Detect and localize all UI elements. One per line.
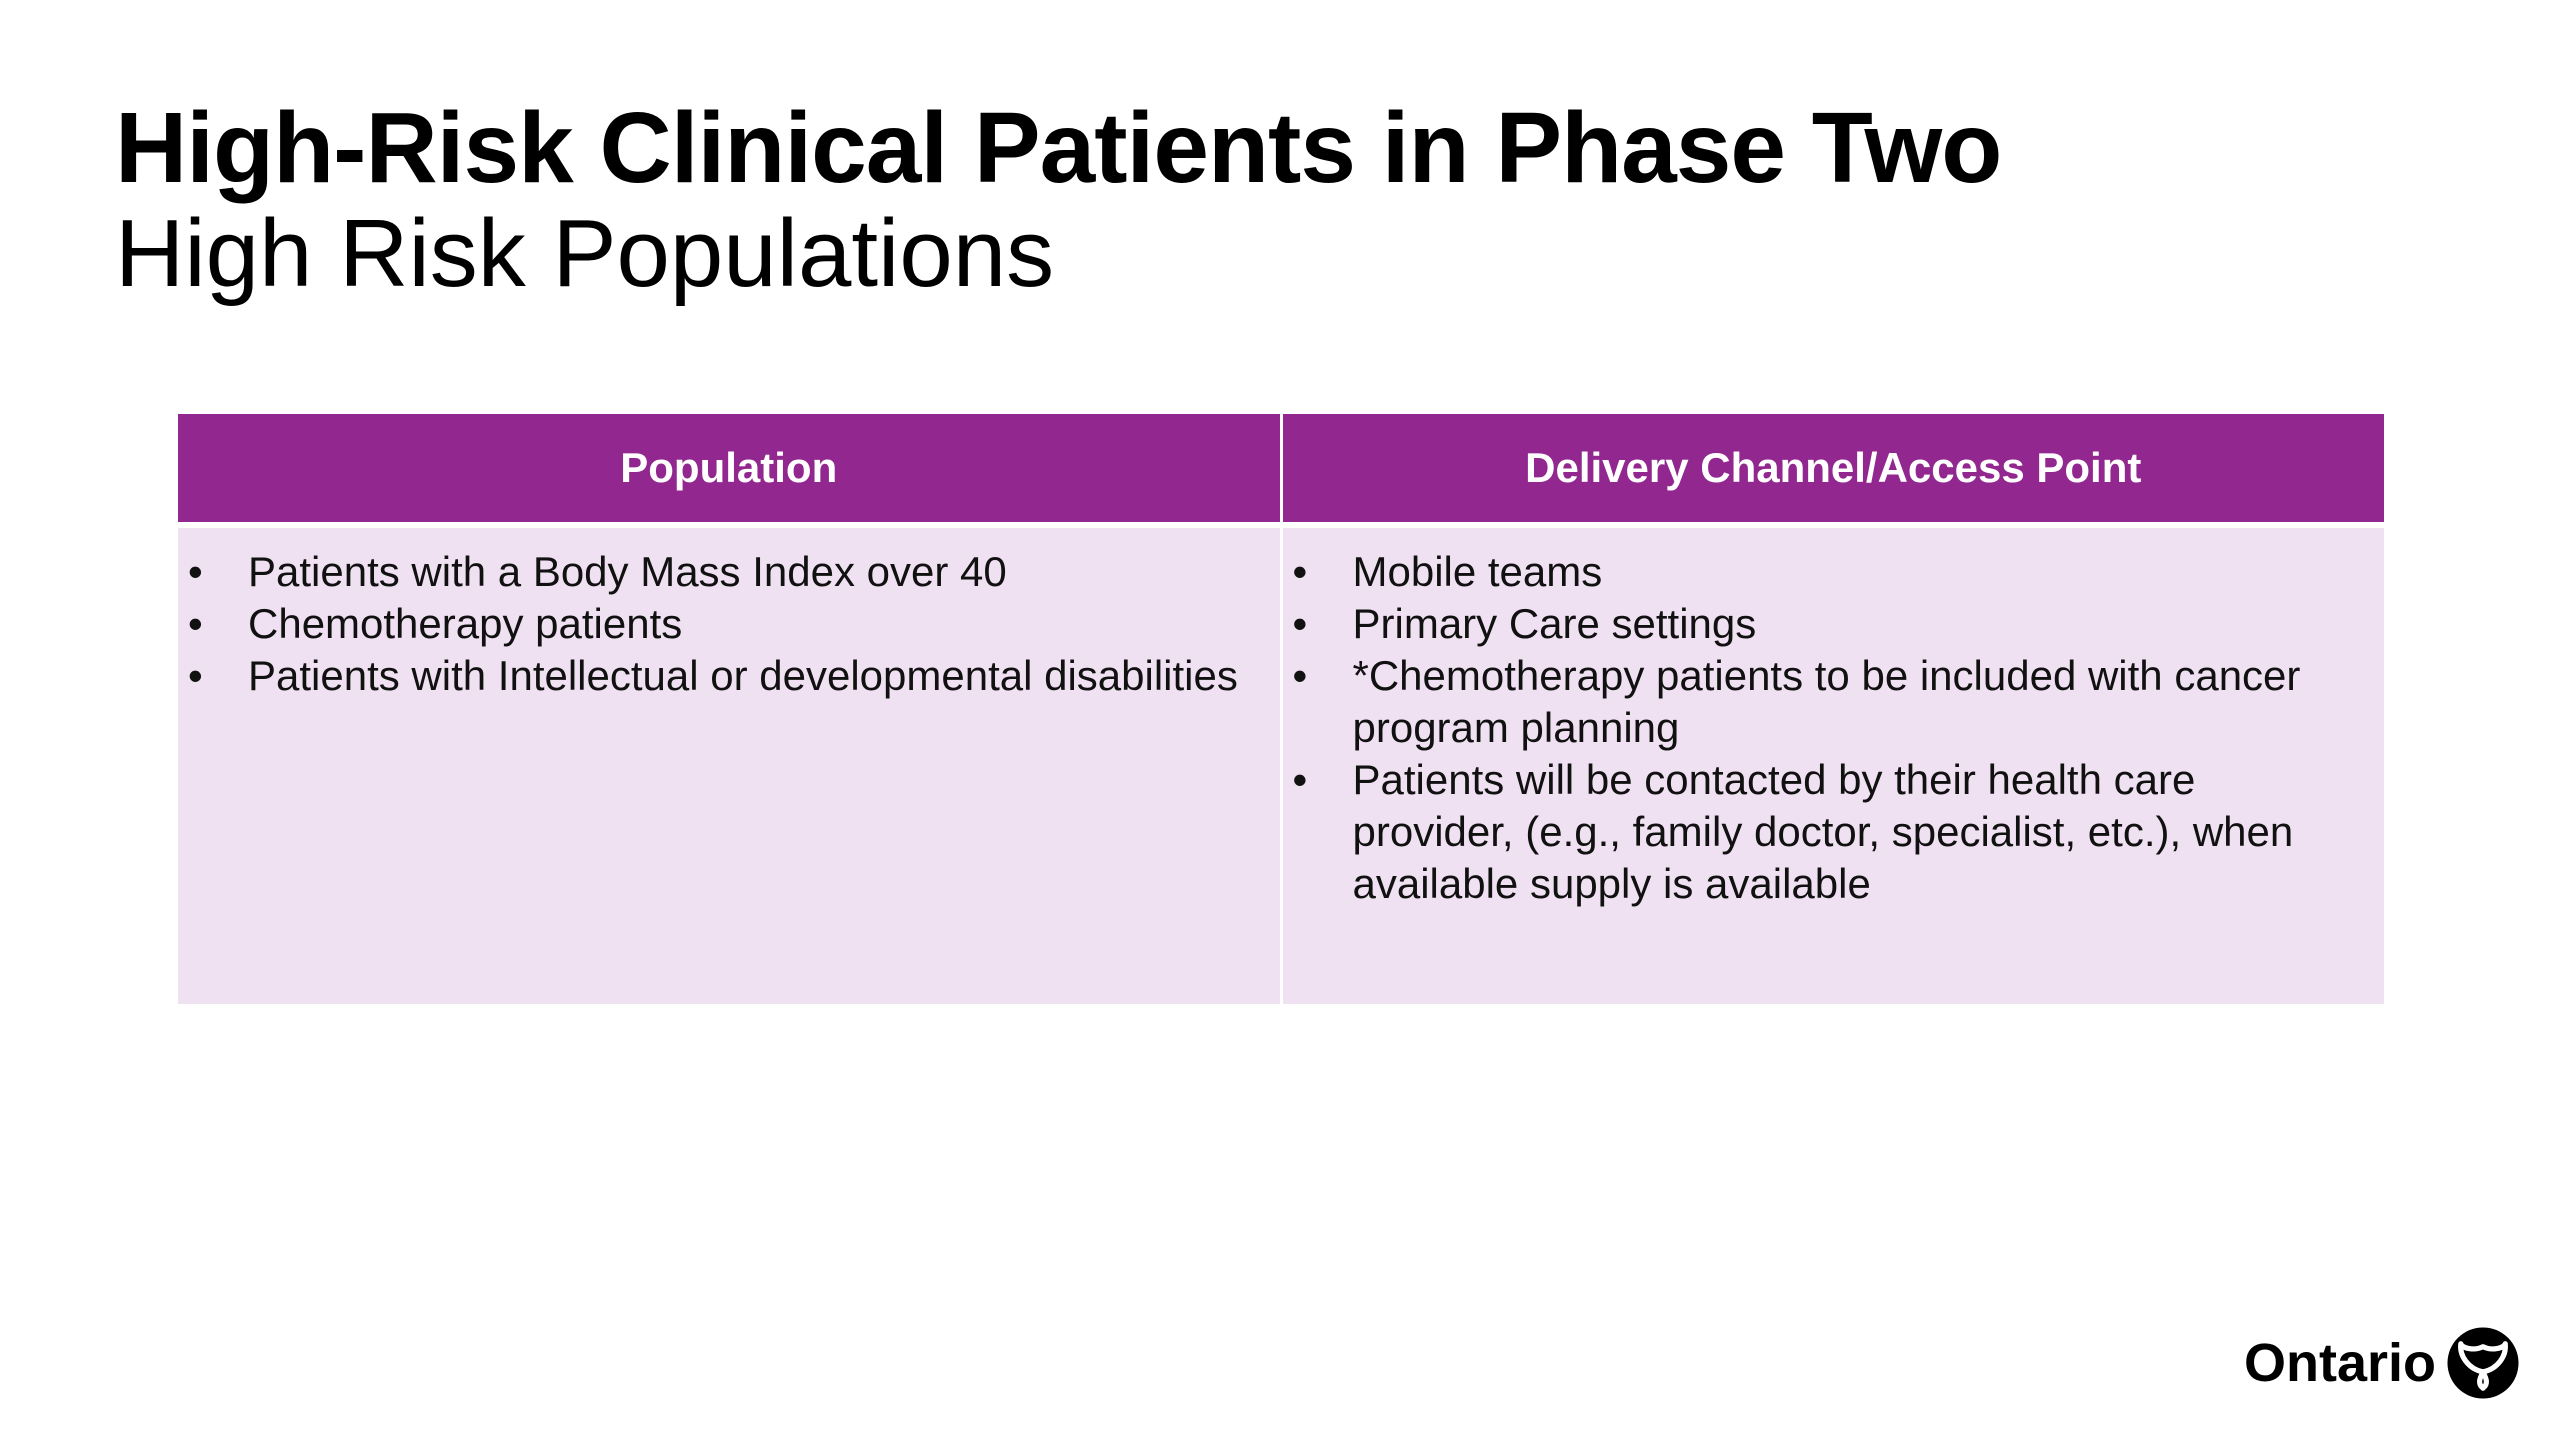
delivery-channel-list (1293, 546, 2365, 910)
populations-table-container (178, 414, 2384, 1004)
list-item: • Patients will be contacted by their health care provider, (e.g., family doctor, specialist, etc.), when available supply is available (1293, 754, 2365, 910)
table-row (178, 525, 2384, 1004)
trillium-icon (2446, 1326, 2520, 1400)
table-header-row (178, 414, 2384, 525)
header-delivery-channel: Delivery Channel/Access Point (1281, 414, 2384, 525)
header-population: Population (178, 414, 1281, 525)
population-list (188, 546, 1260, 702)
list-item: • Patients with a Body Mass Index over 40 (188, 546, 1260, 598)
list-item: • Chemotherapy patients (188, 598, 1260, 650)
population-cell (178, 525, 1281, 1004)
slide-title: High-Risk Clinical Patients in Phase Two (115, 92, 2002, 204)
list-item: • Primary Care settings (1293, 598, 2365, 650)
delivery-channel-cell (1281, 525, 2384, 1004)
slide-subtitle: High Risk Populations (115, 200, 1055, 307)
list-item: • Mobile teams (1293, 546, 2365, 598)
ontario-logo (2244, 1326, 2520, 1400)
populations-table (178, 414, 2384, 1004)
list-item: • *Chemotherapy patients to be included with cancer program planning (1293, 650, 2365, 754)
list-item: • Patients with Intellectual or developmental disabilities (188, 650, 1260, 702)
logo-wordmark: Ontario (2243, 1333, 2436, 1393)
